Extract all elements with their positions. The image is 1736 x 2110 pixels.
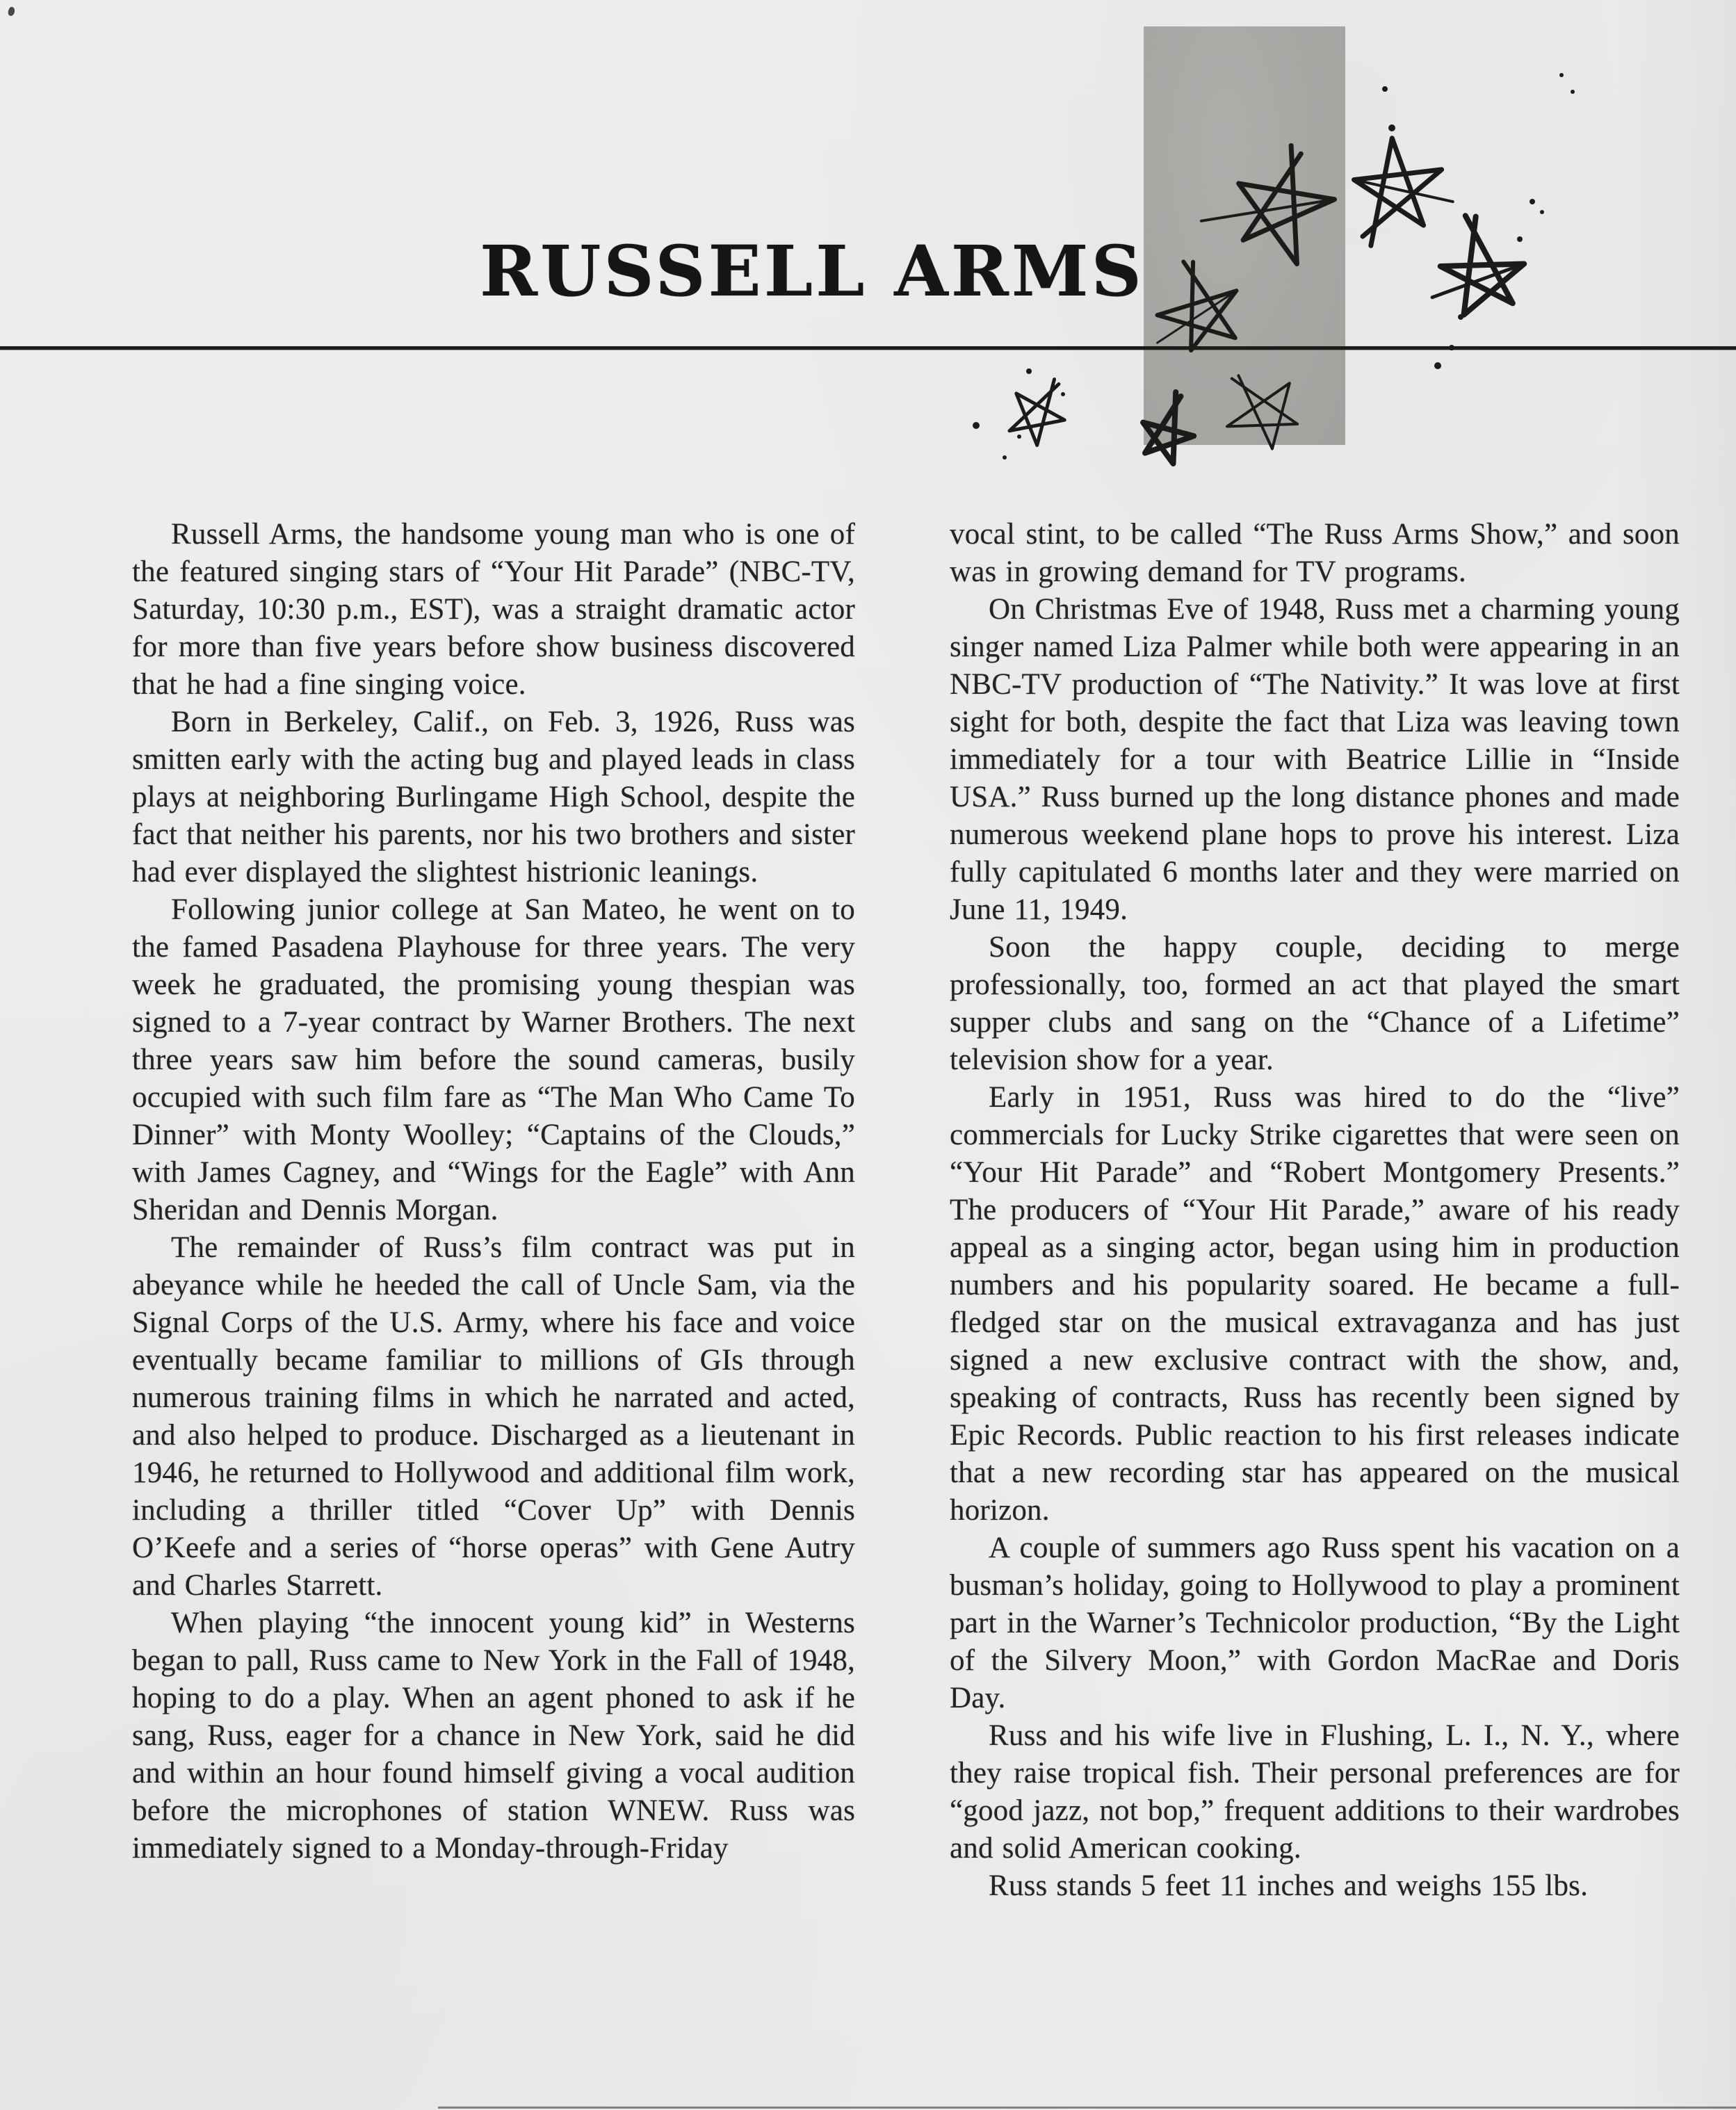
ink-dot bbox=[1540, 210, 1544, 214]
paragraph: On Christmas Eve of 1948, Russ met a charming young singer named Liza Palmer while both were appearing in an NBC-TV production of “The Nativity.” It was love at first sight for both, despite the fact that Liza was leaving town immediately for a tour with Beatrice Lillie in “Inside USA.” Russ burned up the long distance phones and made numerous weekend plane hops to prove his interest. Liza fully capitulated 6 months later and they were married on June 11, 1949. bbox=[950, 593, 1680, 926]
ink-dot bbox=[1434, 362, 1441, 369]
ink-dot bbox=[1003, 455, 1007, 460]
page-title: RUSSELL ARMS bbox=[480, 230, 1144, 312]
paragraph-continuation: vocal stint, to be called “The Russ Arms Show,” and soon was in growing demand for TV programs. bbox=[950, 518, 1680, 588]
ink-dot bbox=[1571, 90, 1575, 94]
paragraph: Early in 1951, Russ was hired to do the “live” commercials for Lucky Strike cigarettes that were seen on “Your Hit Parade” and “Robert Montgomery Presents.” The producers of “Your Hit Parade,” aware of his ready appeal as a singing actor, began using him in production numbers and his popularity soared. He became a full-fledged star on the musical extravaganza and has just signed a new exclusive contract with the show, and, speaking of contracts, Russ has recently been signed by Epic Records. Public reaction to his first releases indicate that a new recording star has appeared on the musical horizon. bbox=[950, 1081, 1680, 1527]
divider-rule bbox=[0, 346, 1736, 350]
ink-dot bbox=[1559, 73, 1564, 77]
ink-dot bbox=[1530, 199, 1535, 204]
paragraph: Following junior college at San Mateo, he went on to the famed Pasadena Playhouse for three years. The very week he graduated, the promising young thespian was signed to a 7-year contract by Warner Brothers. The next three years saw him before the sound cameras, busily occupied with such film fare as “The Man Who Came To Dinner” with Monty Woolley; “Captains of the Clouds,” with James Cagney, and “Wings for the Eagle” with Ann Sheridan and Dennis Morgan. bbox=[132, 893, 855, 1226]
paragraph: Russell Arms, the handsome young man who is one of the featured singing stars of “Your Hit Parade” (NBC-TV, Saturday, 10:30 p.m., EST), was a straight dramatic actor for more than five years before show business discovered that he had a fine singing voice. bbox=[132, 518, 855, 701]
paragraph: Russ stands 5 feet 11 inches and weighs 155 lbs. bbox=[989, 1869, 1589, 1902]
gray-background-block bbox=[1144, 26, 1345, 445]
paragraph: A couple of summers ago Russ spent his vacation on a busman’s holiday, going to Hollywood to play a prominent part in the Warner’s Technicolor production, “By the Light of the Silvery Moon,” with Gordon MacRae and Doris Day. bbox=[950, 1532, 1680, 1714]
ink-dot bbox=[1458, 314, 1463, 320]
star-scribble-icon bbox=[1009, 380, 1064, 446]
star-scribble-icon bbox=[1441, 216, 1525, 315]
paragraph: When playing “the innocent young kid” in Westerns began to pall, Russ came to New York in the Fall of 1948, hoping to do a play. When an agent phoned to ask if he sang, Russ, eager for a chance in New York, said he did and within an hour found himself giving a vocal audition before the microphones of station WNEW. Russ was immediately signed to a Monday-through-Friday bbox=[132, 1607, 855, 1865]
star-scribble-icon bbox=[1354, 138, 1442, 245]
page-edge-line bbox=[438, 2107, 1736, 2109]
ink-dot bbox=[1061, 392, 1065, 396]
left-column bbox=[132, 516, 855, 1867]
ink-dot bbox=[1388, 124, 1395, 131]
ink-dot bbox=[1017, 435, 1021, 439]
paragraph: Born in Berkeley, Calif., on Feb. 3, 1926, Russ was smitten early with the acting bug and played leads in class plays at neighboring Burlingame High School, despite the fact that neither his parents, nor his two brothers and sister had ever displayed the slightest histrionic leanings. bbox=[132, 706, 855, 888]
paragraph: Russ and his wife live in Flushing, L. I., N. Y., where they raise tropical fish. Their personal preferences are for “good jazz, not bop,” frequent additions to their wardrobes and solid American cooking. bbox=[950, 1719, 1680, 1865]
ink-dot bbox=[1517, 236, 1523, 242]
ink-dot bbox=[973, 422, 980, 429]
star-tail-stroke bbox=[1354, 180, 1453, 202]
right-column bbox=[950, 516, 1680, 1905]
star-tail-stroke bbox=[1432, 264, 1524, 298]
paragraph: The remainder of Russ’s film contract was put in abeyance while he heeded the call of Uncle Sam, via the Signal Corps of the U.S. Army, where his face and voice eventually became familiar to millions of GIs through numerous training films in which he narrated and acted, and also helped to produce. Discharged as a lieutenant in 1946, he returned to Hollywood and additional film work, including a thriller titled “Cover Up” with Dennis O’Keefe and a series of “horse operas” with Gene Autry and Charles Starrett. bbox=[132, 1231, 855, 1602]
paragraph: Soon the happy couple, deciding to merge professionally, too, formed an act that played the smart supper clubs and sang on the “Chance of a Lifetime” television show for a year. bbox=[950, 931, 1680, 1076]
ink-dot bbox=[1382, 86, 1388, 92]
scan-speck bbox=[7, 6, 16, 17]
ink-dot bbox=[1026, 368, 1032, 374]
